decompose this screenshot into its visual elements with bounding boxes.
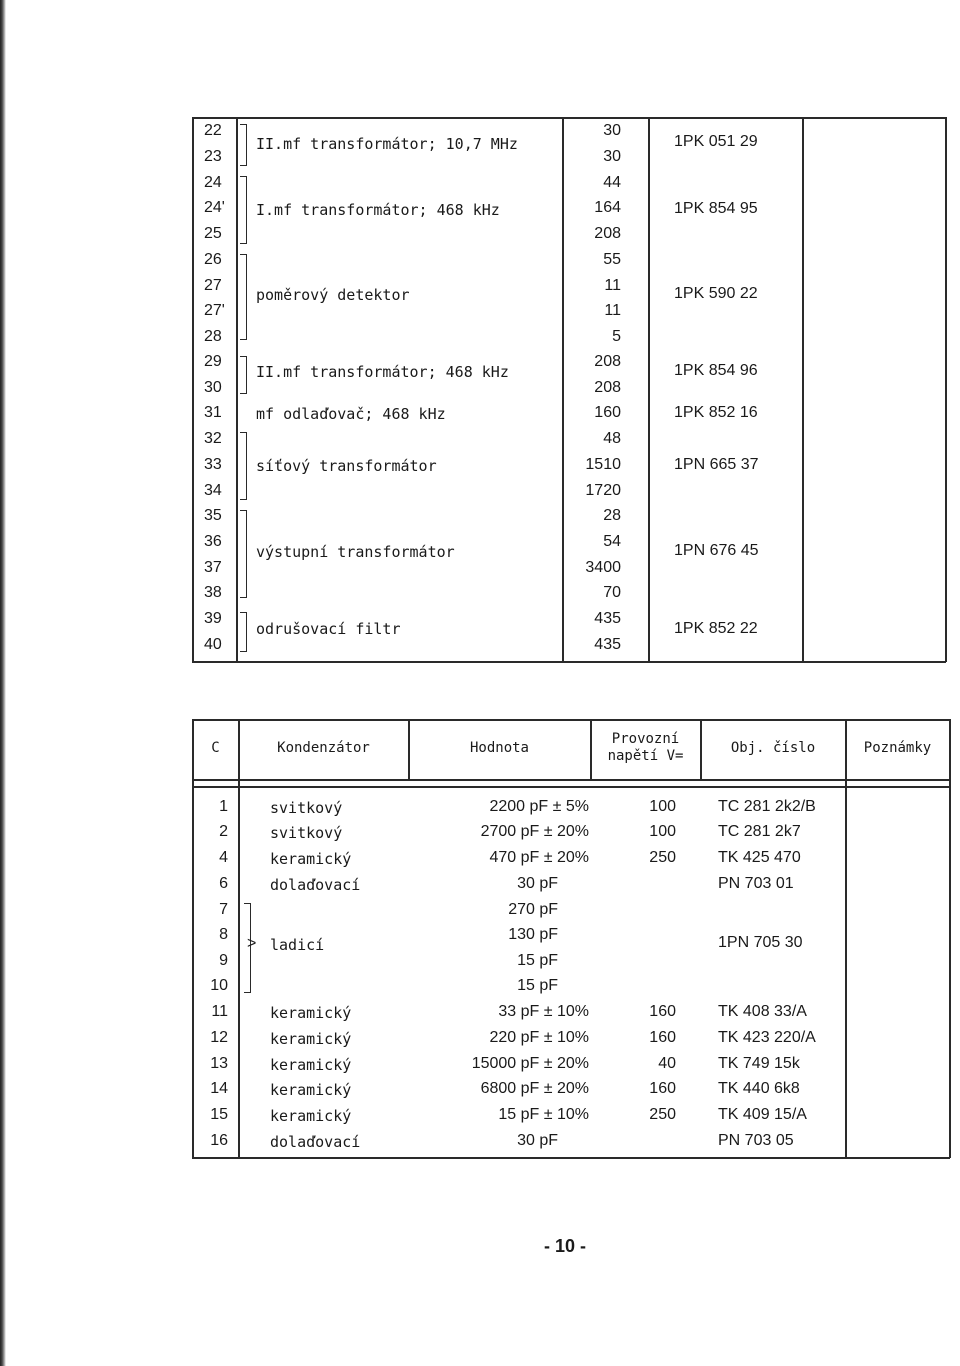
table1-row-num: 27 [204,277,222,294]
table1-row-num: 38 [204,584,222,601]
group-label: II.mf transformátor; 10,7 MHz [256,135,518,153]
table2-row-num: 9 [219,952,228,969]
table2-row-num: 7 [219,901,228,918]
table1-value: 30 [603,122,621,139]
table2-part-number: TK 408 33/A [718,1003,807,1020]
table2-type: keramický [270,1107,352,1125]
table1-value: 208 [594,225,621,242]
table1-row-num: 36 [204,533,222,550]
table1-row-num: 23 [204,148,222,165]
table1-value: 28 [603,507,621,524]
table2-part-number: TK 440 6k8 [718,1080,800,1097]
table1-value: 3400 [585,559,621,576]
table2-part-number: TC 281 2k7 [718,823,801,840]
table1-bottom-border [192,661,946,663]
table2-type: keramický [270,1030,352,1048]
table1-row-num: 27' [204,302,225,319]
table2-header-notes: Poznámky [863,740,932,756]
table2-voltage: 160 [649,1003,676,1020]
table1-row-num: 26 [204,251,222,268]
table2-part-number: TK 749 15k [718,1055,800,1072]
table2-bottom-border [192,1157,950,1159]
table2-top-border [192,719,950,721]
table2-value: 130 pF [508,926,558,943]
table2-header-voltage-unit: napětí V= [607,748,684,764]
table2-voltage: 160 [649,1080,676,1097]
group-label: I.mf transformátor; 468 kHz [256,201,500,219]
table1-value: 70 [603,584,621,601]
table2-row-num: 6 [219,875,228,892]
table2-right-border [949,719,951,1158]
table1-row-num: 24' [204,199,225,216]
group-label: odrušovací filtr [256,620,401,638]
table2-part-number: TK 423 220/A [718,1029,816,1046]
table2-col-divider-1 [238,719,240,1158]
group-brace [240,510,247,598]
table2-left-border [192,719,194,1158]
ladici-brace-tip: > [247,935,257,952]
table1-row-num: 25 [204,225,222,242]
table2-header-divider-double [192,786,950,788]
table2-row-num: 16 [210,1132,228,1149]
table2-type: dolaďovací [270,1133,361,1151]
group-brace [240,124,247,166]
table1-row-num: 34 [204,482,222,499]
table1-row-num: 22 [204,122,222,139]
table2-value: 2200 pF ± 5% [489,798,589,815]
table1-value: 30 [603,148,621,165]
table2-part-number: TK 425 470 [718,849,801,866]
table1-row-num: 29 [204,353,222,370]
table1-row-num: 40 [204,636,222,653]
group-brace [240,612,247,652]
table2-type: svitkový [270,799,343,817]
scan-edge [0,0,6,1366]
table1-value: 435 [594,636,621,653]
table1-row-num: 31 [204,404,222,421]
table2-type: keramický [270,1004,352,1022]
table1-col-divider-4 [802,117,804,662]
table2-value: 6800 pF ± 20% [480,1080,589,1097]
table2-value: 30 pF [517,1132,558,1149]
table2-value: 15000 pF ± 20% [471,1055,589,1072]
table2-value: 270 pF [508,901,558,918]
table2-row-num: 10 [210,977,228,994]
table1-value: 44 [603,174,621,191]
table2-voltage: 100 [649,798,676,815]
table1-value: 1720 [585,482,621,499]
table2-row-num: 12 [210,1029,228,1046]
table1-part-number: 1PK 854 95 [674,200,758,217]
table1-right-border [945,117,947,662]
table2-voltage: 250 [649,849,676,866]
table1-part-number: 1PN 676 45 [674,542,759,559]
table1-value: 160 [594,404,621,421]
table1-left-border [192,117,194,662]
group-label: výstupní transformátor [256,543,455,561]
group-label: poměrový detektor [256,286,410,304]
table1-value: 54 [603,533,621,550]
table2-part-number: TK 409 15/A [718,1106,807,1123]
group-label: II.mf transformátor; 468 kHz [256,363,509,381]
table1-row-num: 33 [204,456,222,473]
table1-value: 1510 [585,456,621,473]
table2-row-num: 8 [219,926,228,943]
table1-row-num: 35 [204,507,222,524]
table2-part-number: TC 281 2k2/B [718,798,816,815]
table1-value: 164 [594,199,621,216]
table2-row-num: 15 [210,1106,228,1123]
table2-header-type: Kondenzátor [277,740,370,756]
table2-col-divider-5 [845,719,847,1158]
table1-part-number: 1PK 590 22 [674,285,758,302]
table1-top-border [192,117,946,119]
table1-value: 11 [604,277,621,294]
table2-type: keramický [270,850,352,868]
table2-voltage: 40 [658,1055,676,1072]
table1-row-num: 37 [204,559,222,576]
table2-part-number: 1PN 705 30 [718,934,803,951]
table1-row-num: 30 [204,379,222,396]
table1-col-divider-1 [236,117,238,662]
table2-value: 470 pF ± 20% [489,849,589,866]
group-brace [240,254,247,340]
table2-voltage: 160 [649,1029,676,1046]
table2-type: svitkový [270,824,343,842]
table2-part-number: PN 703 05 [718,1132,794,1149]
table1-col-divider-3 [648,117,650,662]
group-label: síťový transformátor [256,457,437,475]
table2-type: dolaďovací [270,876,361,894]
table2-value: 15 pF ± 10% [498,1106,589,1123]
group-label: mf odlaďovač; 468 kHz [256,405,446,423]
table1-part-number: 1PK 852 22 [674,620,758,637]
table1-row-num: 28 [204,328,222,345]
table2-type: keramický [270,1056,352,1074]
table1-value: 11 [604,302,621,319]
table1-value: 55 [603,251,621,268]
table1-value: 208 [594,379,621,396]
table2-row-num: 13 [210,1055,228,1072]
table2-row-num: 2 [219,823,228,840]
group-brace [240,356,247,394]
table2-row-num: 11 [211,1003,228,1020]
group-brace [240,176,247,244]
table2-header-divider [192,779,950,781]
table2-header-c: C [211,740,220,756]
table2-voltage: 250 [649,1106,676,1123]
table2-part-number: PN 703 01 [718,875,794,892]
group-brace [240,432,247,500]
table2-type: keramický [270,1081,352,1099]
table1-value: 435 [594,610,621,627]
table1-value: 48 [603,430,621,447]
table1-part-number: 1PK 051 29 [674,133,758,150]
table2-value: 2700 pF ± 20% [480,823,589,840]
table1-part-number: 1PK 854 96 [674,362,758,379]
table2-value: 15 pF [517,977,558,994]
table1-row-num: 39 [204,610,222,627]
table2-header-part: Obj. číslo [730,740,816,756]
table2-header-value: Hodnota [469,740,529,756]
table2-header-voltage: Provozní [611,731,680,747]
table2-value: 15 pF [517,952,558,969]
page-number: - 10 - [543,1236,586,1256]
table2-voltage: 100 [649,823,676,840]
table2-row-num: 4 [219,849,228,866]
table1-part-number: 1PN 665 37 [674,456,759,473]
table1-row-num: 24 [204,174,222,191]
table1-part-number: 1PK 852 16 [674,404,758,421]
table2-value: 30 pF [517,875,558,892]
table2-value: 33 pF ± 10% [498,1003,589,1020]
table2-type: ladicí [270,936,325,954]
table2-row-num: 1 [219,798,228,815]
table1-row-num: 32 [204,430,222,447]
table1-value: 208 [594,353,621,370]
table1-value: 5 [612,328,621,345]
table2-row-num: 14 [210,1080,228,1097]
table2-value: 220 pF ± 10% [489,1029,589,1046]
